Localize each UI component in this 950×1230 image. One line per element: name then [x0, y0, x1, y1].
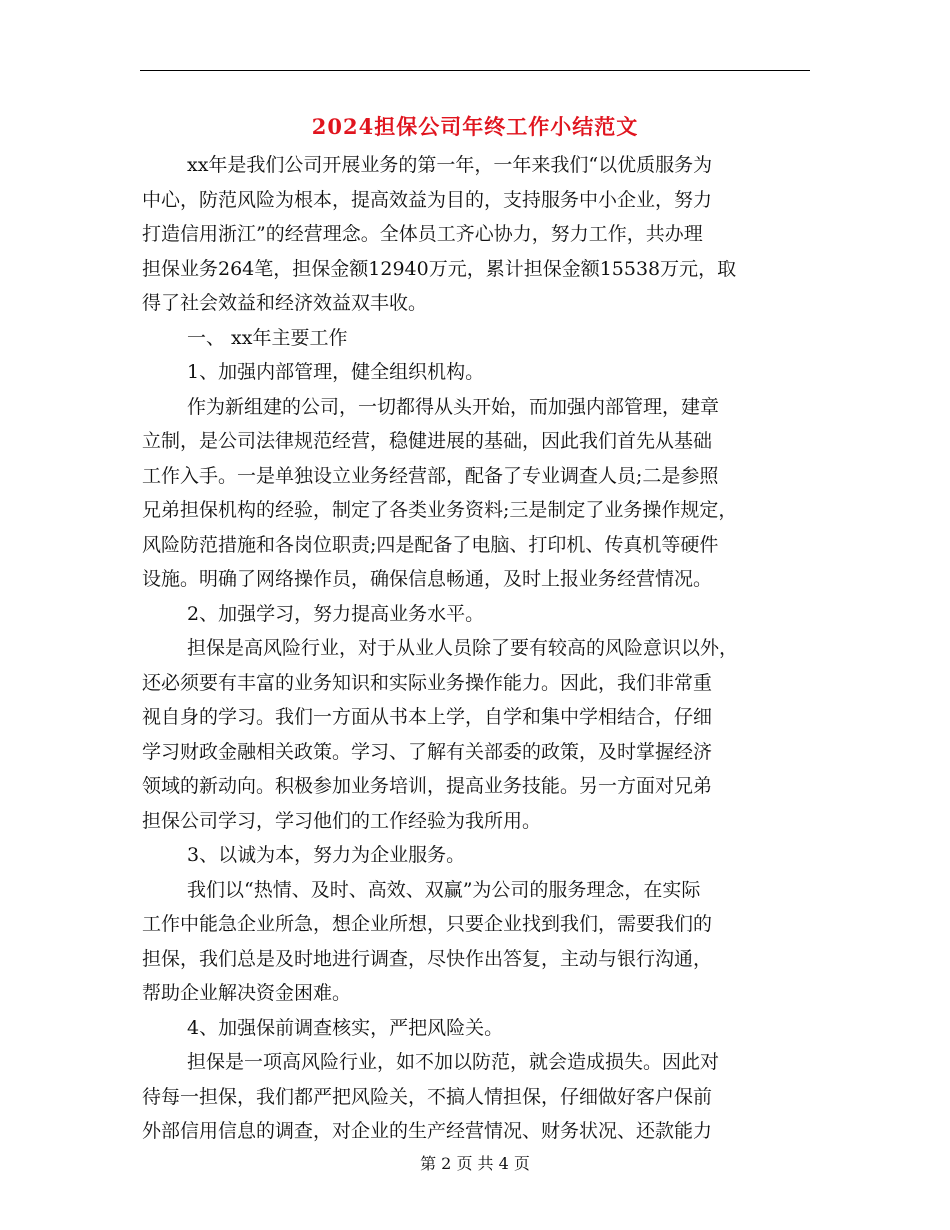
- document-body: [142, 148, 810, 1149]
- body-line: 学习财政金融相关政策。学习、了解有关部委的政策，及时掌握经济: [142, 740, 713, 763]
- body-line: 3、以诚为本，努力为企业服务。: [187, 844, 466, 866]
- body-line: 立制，是公司法律规范经营，稳健进展的基础，因此我们首先从基础: [142, 430, 713, 452]
- body-line: 作为新组建的公司，一切都得从头开始，而加强内部管理，建章: [187, 395, 720, 418]
- body-line: 外部信用信息的调查，对企业的生产经营情况、财务状况、还款能力: [142, 1120, 713, 1142]
- body-line: 担保，我们总是及时地进行调查，尽快作出答复，主动与银行沟通，: [142, 947, 713, 970]
- body-line: 还必须要有丰富的业务知识和实际业务操作能力。因此，我们非常重: [142, 671, 713, 694]
- body-line: 工作入手。一是单独设立业务经营部，配备了专业调查人员;二是参照: [142, 464, 719, 487]
- body-line: 4、加强保前调查核实，严把风险关。: [187, 1016, 504, 1039]
- body-line: 我们以“热情、及时、高效、双赢”为公司的服务理念，在实际: [187, 878, 701, 901]
- body-line: 工作中能急企业所急，想企业所想，只要企业找到我们，需要我们的: [142, 913, 713, 935]
- body-line: 中心，防范风险为根本，提高效益为目的，支持服务中小企业，努力: [142, 188, 713, 211]
- body-line: 视自身的学习。我们一方面从书本上学，自学和集中学相结合，仔细: [142, 706, 713, 728]
- document-title: 2024担保公司年终工作小结范文: [311, 114, 639, 139]
- body-line: xx年是我们公司开展业务的第一年，一年来我们“以优质服务为: [187, 154, 713, 176]
- body-line: 打造信用浙江”的经营理念。全体员工齐心协力，努力工作，共办理: [142, 223, 703, 245]
- body-line: 担保是一项高风险行业，如不加以防范，就会造成损失。因此对: [187, 1051, 720, 1073]
- body-line: 设施。明确了网络操作员，确保信息畅通，及时上报业务经营情况。: [142, 568, 713, 590]
- body-line: 领域的新动向。积极参加业务培训，提高业务技能。另一方面对兄弟: [142, 775, 713, 797]
- body-line: 担保是高风险行业，对于从业人员除了要有较高的风险意识以外，: [187, 637, 739, 659]
- page-footer: 第 2 页 共 4 页: [420, 1154, 530, 1173]
- body-line: 待每一担保，我们都严把风险关，不搞人情担保，仔细做好客户保前: [142, 1085, 713, 1108]
- body-line: 帮助企业解决资金困难。: [142, 982, 352, 1004]
- body-line: 1、加强内部管理，健全组织机构。: [187, 361, 485, 383]
- body-line: 得了社会效益和经济效益双丰收。: [142, 292, 428, 314]
- body-line: 风险防范措施和各岗位职责;四是配备了电脑、打印机、传真机等硬件: [142, 533, 719, 556]
- body-line: 担保公司学习，学习他们的工作经验为我所用。: [142, 809, 542, 832]
- body-line: 2、加强学习，努力提高业务水平。: [187, 602, 485, 625]
- header-rule: [140, 70, 810, 71]
- body-line: 一、 xx年主要工作: [187, 326, 348, 349]
- body-line: 兄弟担保机构的经验，制定了各类业务资料;三是制定了业务操作规定，: [142, 499, 738, 521]
- body-line: 担保业务264笔，担保金额12940万元，累计担保金额15538万元，取: [142, 257, 737, 280]
